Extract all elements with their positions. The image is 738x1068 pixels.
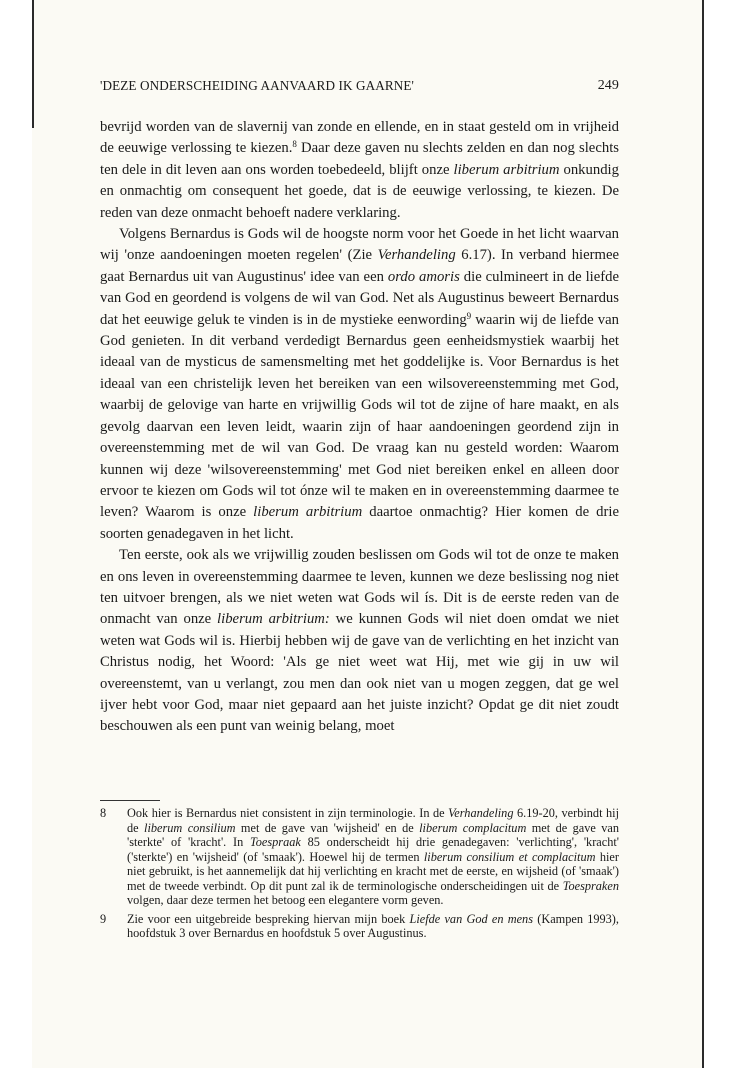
right-scan-edge <box>702 0 704 1068</box>
footnote-8 <box>100 806 619 908</box>
italic-term: Toespraak <box>250 835 301 849</box>
text-run: onkundig en onmachtig om consequent het goede, dat is de eeuwige verlossing, te kiezen. De reden van deze onmacht behoeft nadere verklaring. <box>100 161 619 221</box>
running-header <box>100 78 619 98</box>
italic-term: Liefde van God en mens <box>409 911 533 926</box>
text-run: 6.17). In verband hiermee gaat Bernardus uit van Augustinus' idee van een <box>100 247 619 285</box>
italic-term: liberum consilium <box>144 820 236 835</box>
body-text <box>100 117 619 738</box>
text-run: bevrijd worden van de slavernij van zonde en ellende, en in staat gesteld om in vrijheid de eeuwige verlossing te kiezen. <box>100 119 619 157</box>
text-run: daartoe onmachtig? Hier komen de drie soorten genadegaven in het licht. <box>100 504 619 542</box>
footnote-number: 9 <box>100 911 107 926</box>
footnote-ref-9[interactable]: 9 <box>466 310 472 321</box>
footnote-ref-8[interactable]: 8 <box>292 139 297 150</box>
text-run: we kunnen Gods wil niet doen omdat we niet weten wat Gods wil is. Hierbij hebben wij de gave van de verlichting en het inzicht van Christus nodig, het Woord: 'Als ge niet weet wat Hij, met wie gij in uw wil overeenstemt, van u verlangt, zou men dan ook niet van u mogen zeggen, dat ge wel ijver hebt voor God, maar niet gepaard aan het juiste inzicht? Opdat ge dit niet zoudt beschouwen als een punt van weinig belang, moet <box>100 611 619 735</box>
page-number: 249 <box>597 78 619 93</box>
header-title: 'DEZE ONDERSCHEIDING AANVAARD IK GAARNE' <box>100 78 415 93</box>
italic-term: liberum arbitrium <box>253 504 363 521</box>
italic-term: Toespraken <box>562 878 619 893</box>
footnote-9 <box>100 912 619 941</box>
italic-term: liberum complacitum <box>419 820 527 835</box>
paragraph-1 <box>100 117 619 224</box>
paragraph-3 <box>100 545 619 738</box>
text-run: Zie voor een uitgebreide bespreking hiervan mijn boek <box>127 911 410 926</box>
footnote-separator <box>100 800 160 801</box>
text-run: 85 onderscheidt hij drie genadegaven: 'verlichting', 'kracht' ('sterkte') en 'wijsheid' (of 'smaak'). Hoewel hij de termen <box>127 835 619 864</box>
text-run: Daar deze gaven nu slechts zelden en dan nog slechts ten dele in dit leven aan ons worden toebedeeld, blijft onze <box>100 140 619 178</box>
text-run: met de gave van 'wijsheid' en de <box>235 820 420 835</box>
text-run: waarin wij de liefde van God genieten. In dit verband verdedigt Bernardus geen eenheidsmystiek waarbij het ideaal van de mysticus de samensmelting met het goddelijke is. Voor Bernardus is het ideaal van een christelijk leven het bereiken van een wilsovereenstemming met God, waarbij de gelovige van harte en vrijwillig Gods wil tot de zijne of hare maakt, en als gevolg daarvan een leven leidt, waarin zijn of haar aandoeningen geordend zijn in overeenstemming met de wil van God. De vraag kan nu gesteld worden: Waarom kunnen wij deze 'wilsovereenstemming' met God niet bereiken enkel en alleen door ervoor te kiezen om Gods wil tot ónze wil te maken en in overeenstemming daarmee te leven? Waarom is onze <box>100 311 619 521</box>
footnote-number: 8 <box>100 806 107 820</box>
italic-term: ordo amoris <box>387 268 460 285</box>
text-run: met de gave van 'sterkte' of 'kracht'. In <box>127 820 619 849</box>
text-run: 6.19-20, verbindt hij de <box>127 806 619 835</box>
paragraph-2 <box>100 224 619 545</box>
left-scan-edge <box>32 0 34 128</box>
text-run: Ten eerste, ook als we vrijwillig zouden beslissen om Gods wil tot de onze te maken en ons leven in overeenstemming daarmee te leven, kunnen we deze beslissing nog niet ten uitvoer brengen, als we niet weten wat Gods wil ís. Dit is de eerste reden van de onmacht van onze <box>100 547 619 628</box>
text-run: (Kampen 1993), hoofdstuk 3 over Bernardus en hoofdstuk 5 over Augustinus. <box>127 911 619 940</box>
italic-term: liberum arbitrium <box>453 161 560 178</box>
text-run: Volgens Bernardus is Gods wil de hoogste norm voor het Goede in het licht waarvan wij 'onze aandoeningen moeten regelen' (Zie <box>100 226 619 264</box>
text-run: die culmineert in de liefde van God en geordend is volgens de wil van God. Net als Augustinus beweert Bernardus dat het eeuwige geluk te vinden is in de mystieke eenwording <box>100 268 619 328</box>
text-run: Ook hier is Bernardus niet consistent in zijn terminologie. In de <box>127 806 449 820</box>
italic-term: Verhandeling <box>377 247 456 264</box>
text-run: volgen, daar deze termen het betoog een elegantere vorm geven. <box>127 893 444 907</box>
italic-term: liberum arbitrium: <box>217 611 330 628</box>
footnotes <box>100 806 619 945</box>
text-run: hier niet gebruikt, is het aannemelijk dat hij verlichting en kracht met de eerste, en wijsheid (of 'smaak') met de tweede verbindt. Op dit punt zal ik de terminologische onderscheidingen uit de <box>127 849 619 893</box>
italic-term: liberum consilium et complacitum <box>423 849 596 864</box>
italic-term: Verhandeling <box>448 806 514 820</box>
